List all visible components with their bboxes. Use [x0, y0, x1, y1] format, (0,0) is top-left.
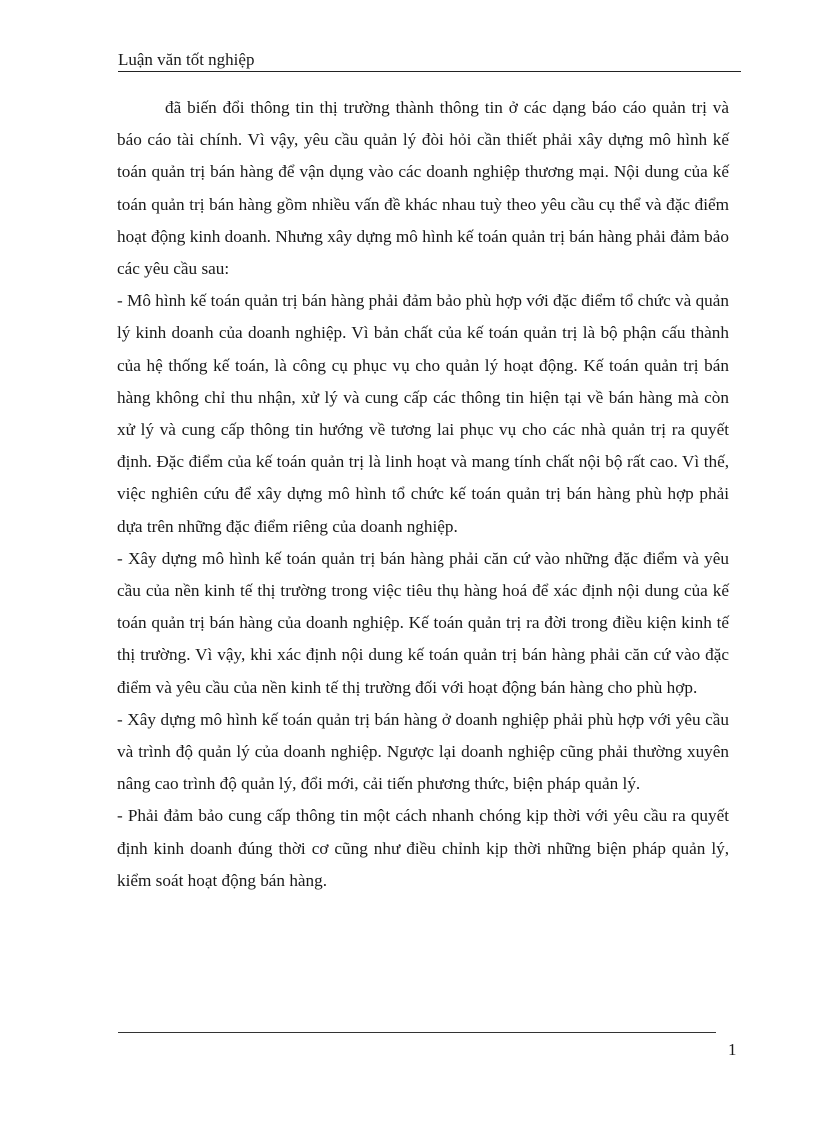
footer-divider	[118, 1032, 716, 1033]
paragraph-requirement-2: - Xây dựng mô hình kế toán quản trị bán hàng phải căn cứ vào những đặc điểm và yêu cầu của nền kinh tế thị trường trong việc tiêu thụ hàng hoá để xác định nội dung của kế toán quản trị bán hàng của doanh nghiệp. Kế toán quản trị ra đời trong điều kiện kinh tế thị trường. Vì vậy, khi xác định nội dung kế toán quản trị bán hàng phải căn cứ vào đặc điểm và yêu cầu của nền kinh tế thị trường đối với hoạt động bán hàng cho phù hợp.	[117, 548, 729, 697]
paragraph-requirement-4: - Phải đảm bảo cung cấp thông tin một cách nhanh chóng kịp thời với yêu cầu ra quyết định kinh doanh đúng thời cơ cũng như điều chỉnh kịp thời những biện pháp quản lý, kiểm soát hoạt động bán hàng.	[117, 806, 729, 890]
body-text	[117, 92, 729, 897]
paragraph-requirement-1: - Mô hình kế toán quản trị bán hàng phải đảm bảo phù hợp với đặc điểm tổ chức và quản lý kinh doanh của doanh nghiệp. Vì bản chất của kế toán quản trị là bộ phận cấu thành của hệ thống kế toán, là công cụ phục vụ cho quản lý hoạt động. Kế toán quản trị bán hàng không chỉ thu nhận, xử lý và cung cấp các thông tin hiện tại về bán hàng mà còn xử lý và cung cấp thông tin hướng về tương lai phục vụ cho các nhà quản trị ra quyết định. Đặc điểm của kế toán quản trị là linh hoạt và mang tính chất nội bộ rất cao. Vì thế, việc nghiên cứu để xây dựng mô hình tổ chức kế toán quản trị bán hàng phù hợp phải dựa trên những đặc điểm riêng của doanh nghiệp.	[117, 291, 729, 536]
page-header-title: Luận văn tốt nghiệp	[118, 50, 255, 69]
paragraph-requirement-3: - Xây dựng mô hình kế toán quản trị bán hàng ở doanh nghiệp phải phù hợp với yêu cầu và trình độ quản lý của doanh nghiệp. Ngược lại doanh nghiệp cũng phải thường xuyên nâng cao trình độ quản lý, đổi mới, cải tiến phương thức, biện pháp quản lý.	[117, 709, 729, 794]
paragraph-intro: đã biến đổi thông tin thị trường thành thông tin ở các dạng báo cáo quản trị và báo cáo tài chính. Vì vậy, yêu cầu quản lý đòi hỏi cần thiết phải xây dựng mô hình kế toán quản trị bán hàng để vận dụng vào các doanh nghiệp thương mại. Nội dung của kế toán quản trị bán hàng gồm nhiều vấn đề khác nhau tuỳ theo yêu cầu cụ thể và đặc điểm hoạt động kinh doanh. Nhưng xây dựng mô hình kế toán quản trị bán hàng phải đảm bảo các yêu cầu sau:	[117, 98, 729, 279]
header-divider	[118, 71, 741, 72]
page-number: 1	[728, 1040, 737, 1059]
